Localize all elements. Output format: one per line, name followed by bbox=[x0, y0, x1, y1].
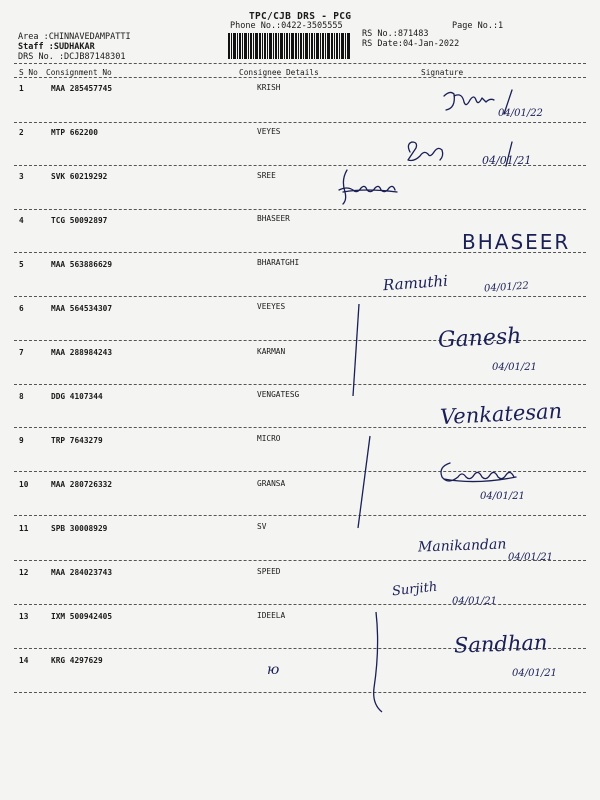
row-divider bbox=[14, 515, 586, 516]
signature-13-name: Sandhan bbox=[453, 630, 548, 658]
row-sno: 14 bbox=[19, 656, 29, 665]
signature-10 bbox=[436, 455, 546, 505]
row-divider bbox=[14, 209, 586, 210]
signature-13-date: 04/01/21 bbox=[512, 668, 557, 679]
row-consignment: TCG 50092897 bbox=[51, 216, 108, 225]
document-title: TPC/CJB DRS - PCG bbox=[249, 11, 352, 22]
staff-label: Staff :SUDHAKAR bbox=[18, 42, 95, 52]
row-sno: 8 bbox=[19, 392, 24, 401]
row-consignee: SREE bbox=[257, 171, 276, 180]
row-consignee: GRANSA bbox=[257, 479, 286, 488]
signature-1 bbox=[440, 86, 580, 122]
row-consignee: SV bbox=[257, 522, 267, 531]
row-sno: 11 bbox=[19, 524, 29, 533]
ink-stroke-mark bbox=[354, 432, 374, 532]
signature-1-date: 04/01/22 bbox=[498, 108, 543, 119]
column-header-sno: S No bbox=[19, 68, 38, 77]
signature-7-date: 04/01/21 bbox=[492, 362, 537, 373]
row-sno: 5 bbox=[19, 260, 24, 269]
signature-14-mark: ю bbox=[267, 662, 280, 678]
row-consignee: VENGATESG bbox=[257, 390, 300, 399]
row-consignment: MAA 564534307 bbox=[51, 304, 113, 313]
row-sno: 12 bbox=[19, 568, 29, 577]
signature-12-name: Surjith bbox=[391, 579, 438, 600]
signature-8-name: Venkatesan bbox=[439, 398, 563, 430]
row-sno: 13 bbox=[19, 612, 29, 621]
row-consignment: DDG 4107344 bbox=[51, 392, 103, 401]
column-header-consignment: Consignment No bbox=[46, 68, 112, 77]
ink-stroke-mark bbox=[350, 300, 362, 400]
column-header-consignee: Consignee Details bbox=[239, 68, 319, 77]
rs-number: RS No.:871483 bbox=[362, 29, 429, 39]
signature-7-name: Ganesh bbox=[437, 323, 522, 354]
row-divider bbox=[14, 384, 586, 385]
signature-3 bbox=[335, 166, 405, 208]
row-sno: 1 bbox=[19, 84, 24, 93]
row-consignee: VEYES bbox=[257, 127, 281, 136]
signature-5-date: 04/01/22 bbox=[483, 280, 530, 295]
column-header-signature: Signature bbox=[421, 68, 464, 77]
row-consignee: BHARATGHI bbox=[257, 258, 300, 267]
barcode bbox=[228, 33, 350, 59]
header-divider bbox=[14, 63, 586, 64]
row-consignee: KRISH bbox=[257, 83, 281, 92]
row-divider bbox=[14, 604, 586, 605]
row-consignee: IDEELA bbox=[257, 611, 286, 620]
column-header-divider bbox=[14, 77, 586, 78]
row-sno: 6 bbox=[19, 304, 24, 313]
row-consignee: SPEED bbox=[257, 567, 281, 576]
signature-2 bbox=[400, 132, 560, 170]
rs-date: RS Date:04-Jan-2022 bbox=[362, 39, 460, 49]
row-consignee: BHASEER bbox=[257, 214, 290, 223]
row-sno: 4 bbox=[19, 216, 24, 225]
signature-5-name: Ramuthi bbox=[382, 271, 449, 295]
row-divider bbox=[14, 296, 586, 297]
row-consignment: SPB 30008929 bbox=[51, 524, 108, 533]
row-consignment: MAA 288984243 bbox=[51, 348, 113, 357]
row-divider bbox=[14, 122, 586, 123]
row-divider bbox=[14, 427, 586, 428]
row-consignment: MTP 662200 bbox=[51, 128, 98, 137]
ink-stroke-mark bbox=[366, 608, 386, 718]
row-consignment: TRP 7643279 bbox=[51, 436, 103, 445]
signature-11-date: 04/01/21 bbox=[508, 552, 553, 563]
signature-11-name: Manikandan bbox=[417, 536, 507, 556]
signature-2-date: 04/01/21 bbox=[482, 154, 532, 167]
row-consignment: IXM 500942405 bbox=[51, 612, 113, 621]
row-consignment: MAA 280726332 bbox=[51, 480, 113, 489]
row-sno: 3 bbox=[19, 172, 24, 181]
area-label: Area :CHINNAVEDAMPATTI bbox=[18, 32, 131, 42]
signature-12-date: 04/01/21 bbox=[452, 596, 497, 607]
row-consignee: KARMAN bbox=[257, 347, 286, 356]
row-consignee: VEEYES bbox=[257, 302, 286, 311]
row-consignee: MICRO bbox=[257, 434, 281, 443]
phone-number: Phone No.:0422-3505555 bbox=[230, 21, 343, 31]
row-consignment: MAA 284023743 bbox=[51, 568, 113, 577]
page-number: Page No.:1 bbox=[452, 21, 504, 31]
row-sno: 2 bbox=[19, 128, 24, 137]
row-sno: 10 bbox=[19, 480, 29, 489]
row-divider bbox=[14, 560, 586, 561]
row-sno: 9 bbox=[19, 436, 24, 445]
signature-4: BHASEER bbox=[462, 230, 571, 254]
row-consignment: MAA 285457745 bbox=[51, 84, 113, 93]
row-consignment: SVK 60219292 bbox=[51, 172, 108, 181]
row-divider bbox=[14, 692, 586, 693]
row-consignment: KRG 4297629 bbox=[51, 656, 103, 665]
row-sno: 7 bbox=[19, 348, 24, 357]
drs-number: DRS No. :DCJB87148301 bbox=[18, 52, 126, 62]
row-consignment: MAA 563886629 bbox=[51, 260, 113, 269]
signature-10-date: 04/01/21 bbox=[480, 491, 525, 502]
